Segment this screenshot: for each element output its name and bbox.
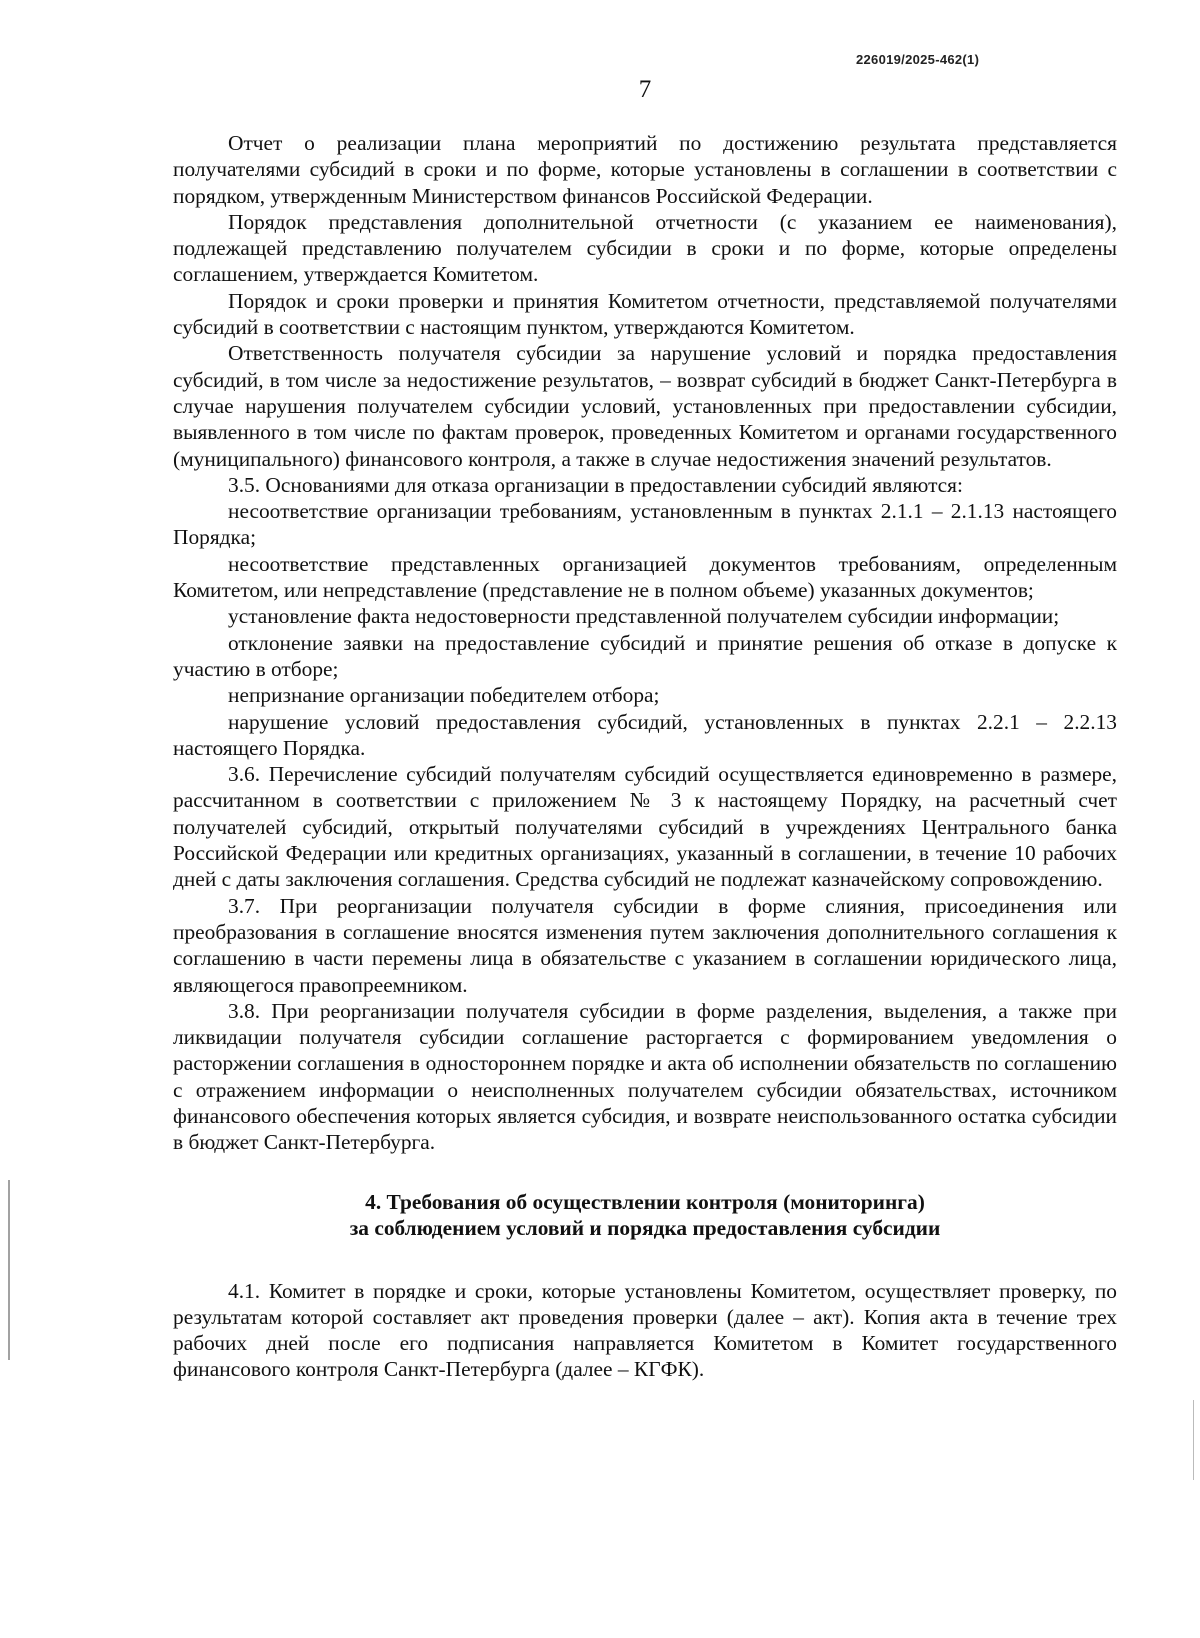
scan-edge-mark [8,1180,10,1360]
paragraph: Порядок представления дополнительной отчетности (с указанием ее наименования), подлежащей представлению получателем субсидии в сроки и по форме, которые определены соглашением, утверждается Комитетом. [173,209,1117,287]
paragraph-4-1: 4.1. Комитет в порядке и сроки, которые установлены Комитетом, осуществляет проверку, по результатам которой составляет акт проведения проверки (далее – акт). Копия акта в течение трех рабочих дней после его подписания направляется Комитетом в Комитет государственного финансового контроля Санкт-Петербурга (далее – КГФК). [173,1278,1117,1382]
paragraph: Порядок и сроки проверки и принятия Комитетом отчетности, представляемой получателями субсидий в соответствии с настоящим пунктом, утверждаются Комитетом. [173,288,1117,340]
list-item: непризнание организации победителем отбора; [228,683,660,708]
paragraph: Ответственность получателя субсидии за нарушение условий и порядка предоставления субсидий, в том числе за недостижение результатов, – возврат субсидий в бюджет Санкт-Петербурга в случае нарушения получателем субсидии условий, установленных при предоставлении субсидии, выявленного в том числе по фактам проверок, проведенных Комитетом и органами государственного (муниципального) финансового контроля, а также в случае недостижения значений результатов. [173,341,1117,471]
section-heading-line: 4. Требования об осуществлении контроля (мониторинга) [365,1189,925,1214]
list-item: нарушение условий предоставления субсидий, установленных в пунктах 2.2.1 – 2.2.13 настоящего Порядка. [173,709,1117,760]
paragraph-3-5: 3.5. Основаниями для отказа организации в предоставлении субсидий являются: [228,472,963,497]
scan-edge-mark [1193,1400,1194,1480]
paragraph-3-6: 3.6. Перечисление субсидий получателям субсидий осуществляется единовременно в размере, рассчитанном в соответствии с приложением № 3 к настоящему Порядку, на расчетный счет получателей субсидий, открытый получателями субсидий в учреждениях Центрального банка Российской Федерации или кредитных организациях, указанный в соглашении, в течение 10 рабочих дней с даты заключения соглашения. Средства субсидий не подлежат казначейскому сопровождению. [173,762,1117,892]
list-item: отклонение заявки на предоставление субсидий и принятие решения об отказе в допуске к участию в отборе; [173,630,1117,681]
paragraph-3-7: 3.7. При реорганизации получателя субсидии в форме слияния, присоединения или преобразования в соглашение вносятся изменения путем заключения дополнительного соглашения к соглашению в части перемены лица в обязательстве с указанием в соглашении юридического лица, являющегося правопреемником. [173,893,1117,997]
section-heading [173,1189,1117,1242]
list-item: несоответствие представленных организацией документов требованиям, определенным Комитетом, или непредставление (представление не в полном объеме) указанных документов; [173,551,1117,603]
paragraph-3-8: 3.8. При реорганизации получателя субсидии в форме разделения, выделения, а также при ликвидации получателя субсидии соглашение расторгается с формированием уведомления о расторжении соглашения в одностороннем порядке и акта об исполнении обязательств по соглашению с отражением информации о неисполненных получателем субсидии обязательствах, источником финансового обеспечения которых является субсидия, и возврате неиспользованного остатка субсидии в бюджет Санкт-Петербурга. [173,998,1117,1155]
list-item: установление факта недостоверности представленной получателем субсидии информации; [228,604,1060,629]
document-body [173,130,1117,1383]
page-number: 7 [638,76,652,103]
list-item: несоответствие организации требованиям, установленным в пунктах 2.1.1 – 2.1.13 настоящего Порядка; [173,499,1117,550]
section-heading-line: за соблюдением условий и порядка предоставления субсидии [349,1216,941,1241]
paragraph: Отчет о реализации плана мероприятий по достижению результата представляется получателями субсидий в сроки и по форме, которые установлены в соглашении в соответствии с порядком, утвержденным Министерством финансов Российской Федерации. [173,131,1117,208]
document-id: 226019/2025-462(1) [856,52,980,67]
